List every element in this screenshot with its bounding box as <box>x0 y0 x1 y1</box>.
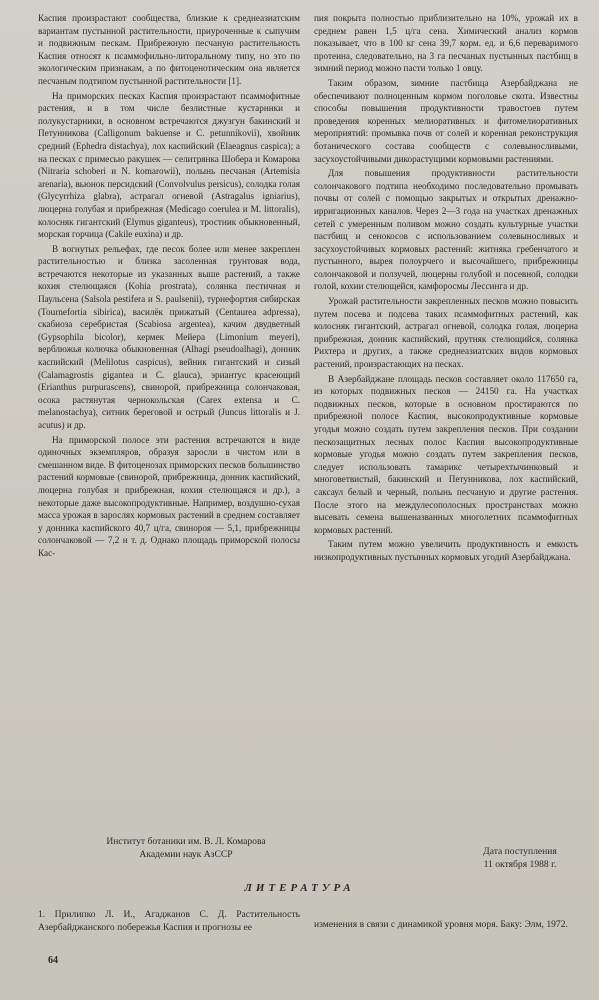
author-affiliation <box>56 835 316 861</box>
date-received <box>460 845 580 871</box>
literature-heading: ЛИТЕРАТУРА <box>244 882 355 894</box>
reference-entry-start: 1. Прилипко Л. И., Агаджанов С. Д. Растительность Азербайджанского побережья Каспия и прогнозы ее <box>38 909 300 933</box>
affiliation-institute: Институт ботаники им. В. Л. Комарова <box>106 836 266 847</box>
paragraph: На приморской полосе эти растения встречаются в виде одиночных экземпляров, образуя заросли в чистом или в смешанном виде. В фитоценозах приморских песков большинство растений кормовые (свинорой, прибрежница, донник каспийский, люцерна голубая и прибрежная, кохия стелющаяся и др.), а некоторые даже высокопродуктивные. Например, воздушно-сухая масса урожая в зарослях кормовых растений в среднем составляет у донника каспийского 40,7 ц/га, свинороя — 5,1, прибрежницы солончаковой — 7,2 н т. д. Однако площадь приморской полосы Кас- <box>38 434 300 558</box>
paragraph: пия покрыта полностью приблизительно на 10%, урожай их в среднем равен 1,5 ц/га сена. Химический анализ кормов показывает, что в 100 кг сена 39,7 корм. ед. и 6,6 переваримого протеина, следовательно, на 3 га песчаных пустынных пастбищ в зимний период можно пасти только 1 овцу. <box>314 13 578 74</box>
left-text-column <box>38 12 300 562</box>
affiliation-academy: Академии наук АзССР <box>139 849 233 860</box>
date-received-label: Дата поступления <box>483 846 557 857</box>
date-received-value: 11 октября 1988 г. <box>483 859 557 870</box>
paragraph: Таким путем можно увеличить продуктивность и емкость низкопродуктивных пустынных кормовых угодий Азербайджана. <box>314 539 578 562</box>
paragraph: Каспия произрастают сообщества, близкие к среднеазиатским вариантам пустынной растительности, приуроченные к сыпучим и подвижным пескам. Прибрежную песчаную растительность Каспия относят к псаммофильно-литоральному типу, но это по экологическим признакам, а по фитоценотическим она является песчаным подтипом пустынной растительности [1]. <box>38 13 300 86</box>
paragraph: В вогнутых рельефах, где песок более или менее закреплен растительностью и близка засоленная грунтовая вода, встречаются некоторые из указанных выше растений, а также кохия стелющаяся (Kohia prostrata), солянка пестичная и Паульсена (Salsola pestifera и S. paulsenii), турнефортия сибирская (Tournefortia sibirica), василёк прижатый (Centaurea adpressa), скабиоза серебристая (Scabiosa argentea), качим двудветный (Gypsophila bicolor), кермек Мейера (Limonium meyeri), верблюжья колючка обыкновенная (Alhagi pseudoalhagi), донник каспийский (Melilotus caspicus), вейник гигантский и сизый (Calamagrostis gigantea и C. glauca), эриантус красеющий (Erianthus purpurascens), свинорой, прибрежница солончаковая, осока растянутая чернокольская (Carex extensa и C. melanostachya), ситник береговой и острый (Juncus littoralis и J. acutus) и др. <box>38 243 300 430</box>
paragraph: Урожай растительности закрепленных песков можно повысить путем посева и подсева таких псаммофитных растений, как колосняк гигантский, астрагал огневой, солодка голая, люцерна прибрежная, донник каспийский, прутняк стелющийся, солянка Рихтера и других, а также среднеазиатских видов кормовых растений, произрастающих на песках. <box>314 296 578 370</box>
paragraph: В Азербайджане площадь песков составляет около 117650 га, из которых подвижных песков — 24150 га. На участках подвижных песков, которые в основном простираются по прибрежной полосе Каспия, высокопродуктивные кормовые угодья можно создать путем закрепления песков. При создании пескозащитных лесных полос Каспия высокопродуктивные кормовые угодья можно создать путем закрепления песков, следует использовать тамарикс четырехтычинковый и многоветвистый, бакинский и Петунникова, лох каспийский, саксаул белый и черный, полынь песчаную и другие растения. После этого на междулесополосных пространствах можно высевать семена вышеназванных многолетних псаммофитных кормовых растений. <box>314 373 578 535</box>
paragraph: На приморских песках Каспия произрастают псаммофитные растения, и в том числе безлистные кустарники и полукустарники, в основном встречаются джузгун бакинский и Петунникова (Calligonum bakuense и C. petunnikovii), хвойник средний (Ephedra distachya), лох каспийский (Elaeagnus caspica); а на песках с примесью ракушек — селитрянка Шобера и Комарова (Nitraria schoberi и N. komarowii), полынь песчаная (Artemisia arenaria), вьюнок персидский (Convolvulus persicus), солодка голая (Glycyrrhiza glabra), астрагал огневой (Astragalus igniarius), люцерна голубая и прибрежная (Medicago coerulea и M. littoralis), колосняк гигантский (Elymus giganteus), тростник обыкновенный, морская горчица (Cakile euxina) и др. <box>38 90 300 240</box>
right-text-column <box>314 12 578 566</box>
paragraph: Для повышения продуктивности растительности солончакового подтипа необходимо последовательно промывать почвы от солей с помощью закрытых и открытых дренажно-ирригационных каналов. Через 2—3 года на участках дренажных сетей с умеренным поливом можно создать культурные участки пастбищ и сенокосов с использованием солевыносливых и засухоустойчивых кормовых растений: житняка гребенчатого и пустынного, вырея полоурчего и высочайшего, прибрежницы солончаковой и ползучей, люцерны голубой и посевной, солодки голой, кохии стелющейся, камфоросмы Лессинга и др. <box>314 168 578 292</box>
paragraph: Таким образом, зимние пастбища Азербайджана не обеспечивают полноценным кормом поголовье скота. Известны способы повышения продуктивности травостоев путем проведения коренных мелиоративных и фитомелиоративных мероприятий: промывка почв от солей и коренная реконструкция ботанического состава сообществ с солевыносливыми, засухоустойчивыми дикорастущими кормовыми растениями. <box>314 77 578 164</box>
reference-entry-end: изменения в связи с динамикой уровня моря. Баку: Элм, 1972. <box>314 919 568 930</box>
page-number: 64 <box>48 955 58 966</box>
